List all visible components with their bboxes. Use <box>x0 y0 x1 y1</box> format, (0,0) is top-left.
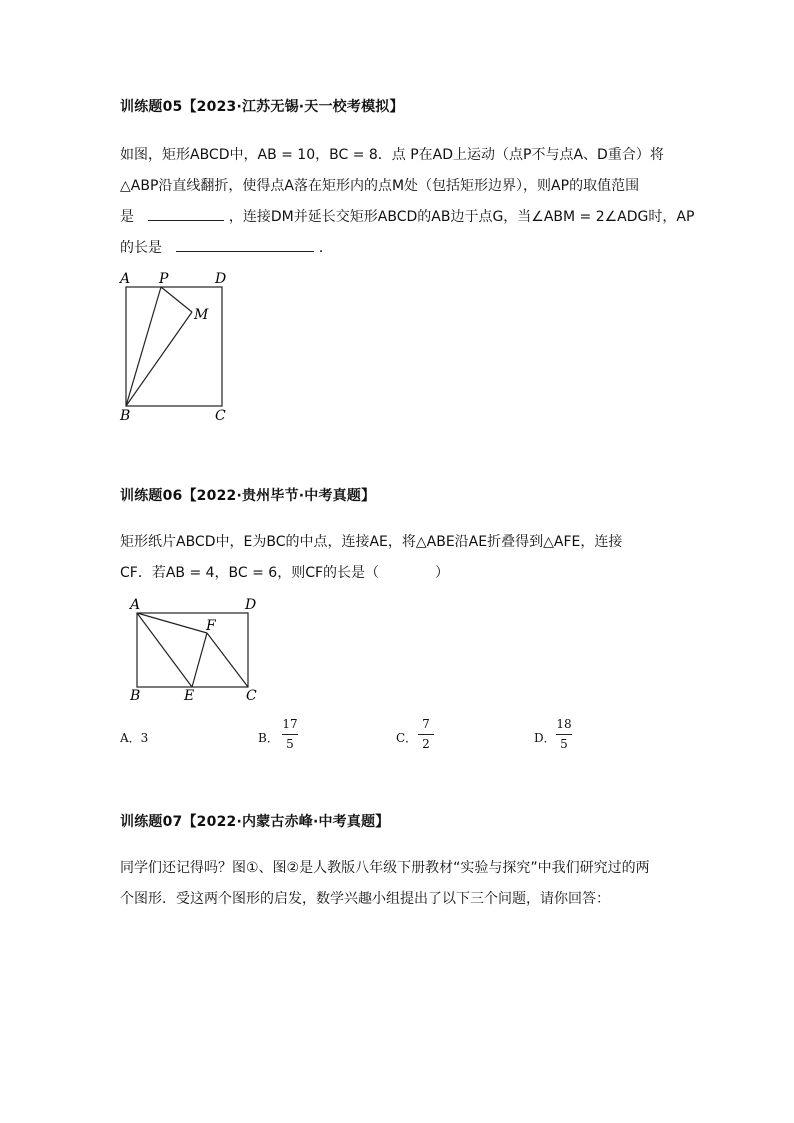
q05-label-P: P <box>159 271 169 287</box>
q05-label-B: B <box>120 408 131 424</box>
q05-line-3 <box>120 202 695 233</box>
q06-choice-c-label: C． <box>396 731 418 745</box>
q06-choice-b-fraction: 17 5 <box>282 717 298 751</box>
q05-segment-BM <box>126 312 192 406</box>
q05-rectangle <box>126 287 222 406</box>
q06-heading: 训练题06【2022·贵州毕节·中考真题】 <box>120 488 376 504</box>
q05-label-D: D <box>215 271 227 287</box>
q05-body <box>120 140 695 264</box>
q06-label-A: A <box>130 597 141 613</box>
q06-label-C: C <box>246 688 257 704</box>
q06-line-2: CF．若AB = 4，BC = 6，则CF的长是（ ） <box>120 565 450 581</box>
q05-line-4-prefix: 的长是 <box>120 240 162 256</box>
q05-line-1: 如图，矩形ABCD中，AB = 10，BC = 8．点 P在AD上运动（点P不与点A、D重合）将 <box>120 147 664 163</box>
q06-segment-EF <box>192 633 207 687</box>
q06-label-F: F <box>206 618 216 634</box>
q05-line-3-text: ，连接DM并延长交矩形ABCD的AB边于点G，当∠ABM = 2∠ADG时，AP <box>228 209 695 225</box>
q05-answer-blank-1[interactable] <box>148 206 224 221</box>
q06-body <box>120 527 680 589</box>
q07-body <box>120 853 680 915</box>
q05-line-4 <box>120 233 680 264</box>
q05-line-2: △ABP沿直线翻折，使得点A落在矩形内的点M处（包括矩形边界），则AP的取值范围 <box>120 178 640 194</box>
q05-line-4-end: ． <box>318 240 333 256</box>
q06-segment-AF <box>137 613 207 633</box>
q05-segment-BP <box>126 287 161 406</box>
q05-heading: 训练题05【2023·江苏无锡·天一校考模拟】 <box>120 99 404 115</box>
q05-label-C: C <box>215 408 226 424</box>
q06-line-1: 矩形纸片ABCD中，E为BC的中点，连接AE，将△ABE沿AE折叠得到△AFE，连接 <box>120 534 623 550</box>
q05-segment-PM <box>161 287 192 312</box>
q06-choice-d-fraction: 18 5 <box>556 717 572 751</box>
q07-line-1: 同学们还记得吗？图①、图②是人教版八年级下册教材“实验与探究”中我们研究过的两 <box>120 860 650 876</box>
q06-choice-a-text: A．3 <box>120 731 149 745</box>
q06-segment-FC <box>207 633 248 687</box>
q07-heading: 训练题07【2022·内蒙古赤峰·中考真题】 <box>120 814 390 830</box>
q06-label-E: E <box>184 688 195 704</box>
q05-answer-blank-2[interactable] <box>176 237 314 252</box>
q05-label-M: M <box>194 307 209 323</box>
q06-segment-AE <box>137 613 192 687</box>
q06-label-B: B <box>130 688 141 704</box>
q06-rectangle <box>137 613 248 687</box>
q06-choice-c-fraction: 7 2 <box>418 716 434 753</box>
q05-line-3-prefix: 是 <box>120 209 134 225</box>
q06-choice-d-label: D． <box>534 731 556 745</box>
q06-choices <box>120 716 680 756</box>
q06-label-D: D <box>245 597 257 613</box>
q07-line-2: 个图形．受这两个图形的启发，数学兴趣小组提出了以下三个问题，请你回答： <box>120 891 610 907</box>
q05-label-A: A <box>120 271 131 287</box>
q06-choice-b-label: B． <box>258 731 279 745</box>
